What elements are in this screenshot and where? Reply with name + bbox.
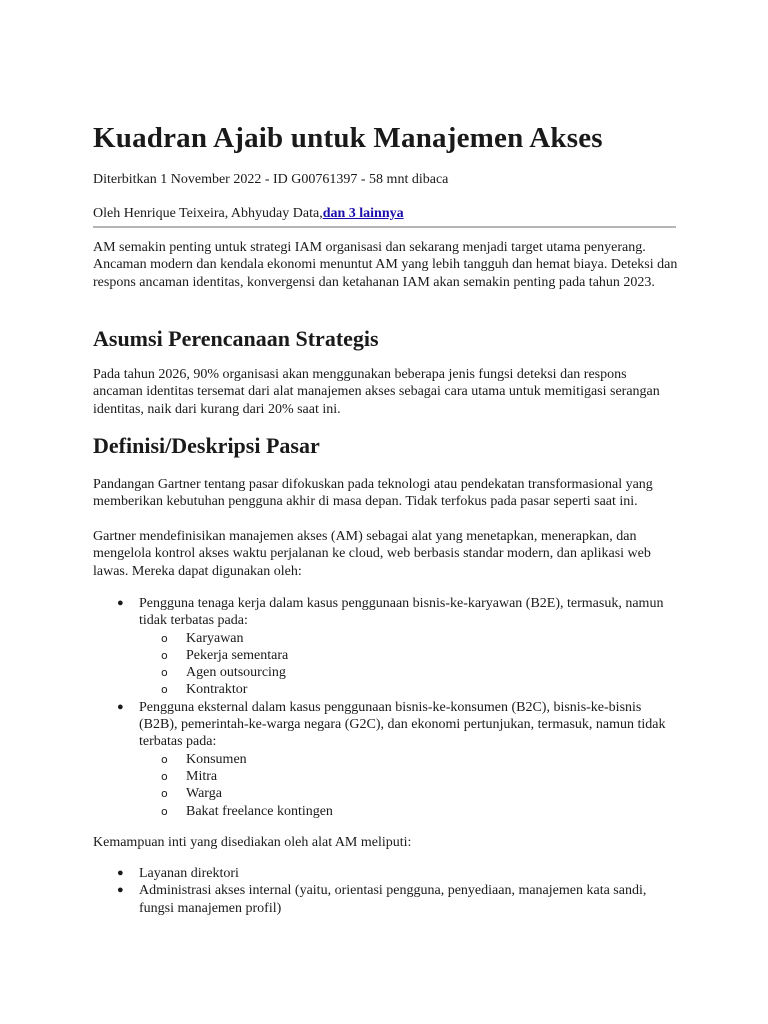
sub-bullet-icon: o [161,648,168,662]
sub-bullet-icon: o [161,787,168,801]
external-user-sublist [139,751,678,820]
sub-bullet-icon: o [161,631,168,645]
bullet-icon: ● [117,884,124,897]
sub-list-item-text: Bakat freelance kontingen [186,803,333,819]
author-line [93,206,404,222]
sub-list-item-text: Pekerja sementara [186,647,289,663]
sub-list-item [139,664,678,681]
market-intro-paragraph: Pandangan Gartner tentang pasar difokuskan pada teknologi atau pendekatan transformasional yang memberikan kebutuhan pengguna akhir di masa depan. Tidak terfokus pada pasar seperti saat ini. [93,477,653,510]
list-item [113,865,678,882]
page-title: Kuadran Ajaib untuk Manajemen Akses [93,122,603,154]
am-definition-paragraph: Gartner mendefinisikan manajemen akses (AM) sebagai alat yang menetapkan, menerapkan, dan mengelola kontrol akses waktu perjalanan ke cloud, web berbasis standar modern, dan aplikasi web lawas. Mereka dapat digunakan oleh: [93,529,651,579]
list-item-text: Layanan direktori [139,866,239,881]
sub-list-item-text: Agen outsourcing [186,665,286,681]
list-item-text: Administrasi akses internal (yaitu, orientasi pengguna, penyediaan, manajemen kata sandi, fungsi manajemen profil) [139,883,647,916]
header-divider [93,226,676,228]
sub-list-item [139,630,678,647]
workforce-user-sublist [139,630,678,699]
sub-bullet-icon: o [161,752,168,766]
list-item [113,595,678,699]
summary-paragraph: AM semakin penting untuk strategi IAM organisasi dan sekarang menjadi target utama penyerang. Ancaman modern dan kendala ekonomi menuntut AM yang lebih tangguh dan hemat biaya. Deteksi dan respons ancaman identitas, konvergensi dan ketahanan IAM akan semakin penting pada tahun 2023. [93,240,678,290]
user-type-list [113,595,678,820]
strategic-assumption-paragraph: Pada tahun 2026, 90% organisasi akan menggunakan beberapa jenis fungsi deteksi dan respons ancaman identitas tersemat dari alat manajemen akses sebagai cara utama untuk memitigasi serangan identitas, naik dari kurang dari 20% saat ini. [93,367,660,417]
sub-list-item-text: Warga [186,786,222,802]
sub-list-item-text: Mitra [186,768,218,784]
list-item-text: Pengguna tenaga kerja dalam kasus penggunaan bisnis-ke-karyawan (B2E), termasuk, namun tidak terbatas pada: [139,596,664,629]
capabilities-list [113,865,678,917]
author-names: Oleh Henrique Teixeira, Abhyuday Data, [93,206,323,221]
sub-list-item [139,803,678,820]
heading-market-definition: Definisi/Deskripsi Pasar [93,433,320,458]
capabilities-intro-paragraph: Kemampuan inti yang disediakan oleh alat AM meliputi: [93,835,412,850]
bullet-icon: ● [117,597,124,609]
sub-list-item [139,681,678,698]
sub-list-item-text: Karyawan [186,630,244,646]
sub-bullet-icon: o [161,804,168,818]
list-item [113,882,678,917]
sub-list-item [139,768,678,785]
bullet-icon: ● [117,867,124,879]
sub-list-item-text: Kontraktor [186,682,248,698]
sub-bullet-icon: o [161,666,168,680]
sub-list-item [139,647,678,664]
list-item-text: Pengguna eksternal dalam kasus penggunaan bisnis-ke-konsumen (B2C), bisnis-ke-bisnis (B2B), pemerintah-ke-warga negara (G2C), dan ekonomi pertunjukan, termasuk, namun tidak terbatas pada: [139,699,666,750]
sub-bullet-icon: o [161,683,168,697]
sub-bullet-icon: o [161,769,168,783]
sub-list-item [139,751,678,768]
heading-strategic-assumption: Asumsi Perencanaan Strategis [93,326,379,351]
sub-list-item-text: Konsumen [186,751,247,767]
list-item [113,699,678,820]
more-authors-link[interactable]: dan 3 lainnya [322,206,404,221]
bullet-icon: ● [117,700,124,713]
publication-meta: Diterbitkan 1 November 2022 - ID G00761397 - 58 mnt dibaca [93,172,449,187]
sub-list-item [139,785,678,802]
